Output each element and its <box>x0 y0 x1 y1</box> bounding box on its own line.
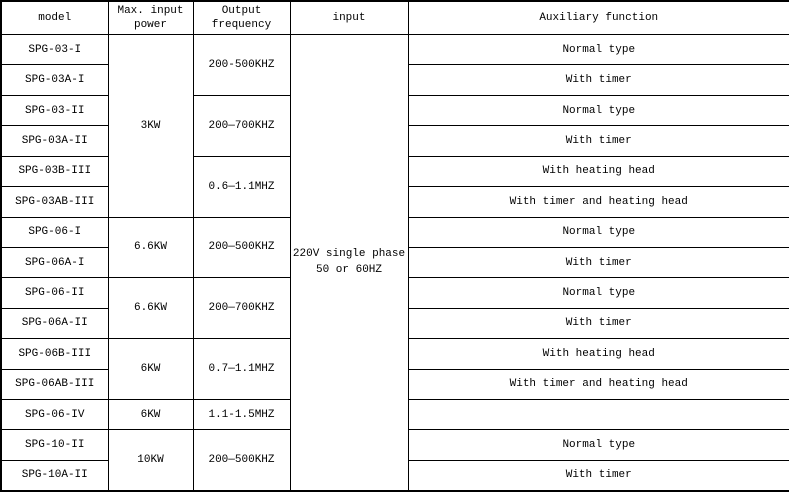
aux-cell: With timer and heating head <box>408 187 789 217</box>
aux-cell <box>408 400 789 430</box>
aux-cell: With timer <box>408 65 789 95</box>
power-cell: 6KW <box>108 339 193 400</box>
header-frequency: Output frequency <box>193 1 290 34</box>
table-row <box>1 34 789 64</box>
power-cell: 10KW <box>108 430 193 491</box>
model-cell: SPG-03A-II <box>1 126 108 156</box>
frequency-cell: 200-500KHZ <box>193 34 290 95</box>
model-cell: SPG-06B-III <box>1 339 108 369</box>
aux-cell: With timer <box>408 460 789 491</box>
header-model: model <box>1 1 108 34</box>
power-cell: 3KW <box>108 34 193 217</box>
model-cell: SPG-03AB-III <box>1 187 108 217</box>
input-line-1: 220V single phase <box>292 248 406 261</box>
header-input: input <box>290 1 408 34</box>
model-cell: SPG-06-II <box>1 278 108 308</box>
model-cell: SPG-06-I <box>1 217 108 247</box>
frequency-cell: 1.1-1.5MHZ <box>193 400 290 430</box>
aux-cell: With timer <box>408 308 789 338</box>
model-cell: SPG-06-IV <box>1 400 108 430</box>
model-cell: SPG-03B-III <box>1 156 108 186</box>
model-cell: SPG-06AB-III <box>1 369 108 399</box>
aux-cell: Normal type <box>408 217 789 247</box>
aux-cell: Normal type <box>408 430 789 460</box>
power-cell: 6.6KW <box>108 217 193 278</box>
aux-cell: With heating head <box>408 339 789 369</box>
aux-cell: Normal type <box>408 34 789 64</box>
aux-cell: With timer <box>408 247 789 277</box>
frequency-cell: 200—700KHZ <box>193 95 290 156</box>
frequency-cell: 0.7—1.1MHZ <box>193 339 290 400</box>
model-cell: SPG-06A-I <box>1 247 108 277</box>
aux-cell: With timer and heating head <box>408 369 789 399</box>
power-cell: 6KW <box>108 400 193 430</box>
input-line-2: 50 or 60HZ <box>315 264 382 277</box>
frequency-cell: 200—500KHZ <box>193 217 290 278</box>
header-row <box>1 1 789 34</box>
header-aux: Auxiliary function <box>408 1 789 34</box>
frequency-cell: 0.6—1.1MHZ <box>193 156 290 217</box>
power-cell: 6.6KW <box>108 278 193 339</box>
frequency-cell: 200—700KHZ <box>193 278 290 339</box>
frequency-cell: 200—500KHZ <box>193 430 290 491</box>
aux-cell: With heating head <box>408 156 789 186</box>
aux-cell: Normal type <box>408 95 789 125</box>
aux-cell: With timer <box>408 126 789 156</box>
aux-cell: Normal type <box>408 278 789 308</box>
model-cell: SPG-10-II <box>1 430 108 460</box>
model-cell: SPG-10A-II <box>1 460 108 491</box>
input-cell <box>290 34 408 491</box>
model-cell: SPG-03-I <box>1 34 108 64</box>
model-cell: SPG-06A-II <box>1 308 108 338</box>
model-cell: SPG-03A-I <box>1 65 108 95</box>
model-cell: SPG-03-II <box>1 95 108 125</box>
header-power: Max. input power <box>108 1 193 34</box>
